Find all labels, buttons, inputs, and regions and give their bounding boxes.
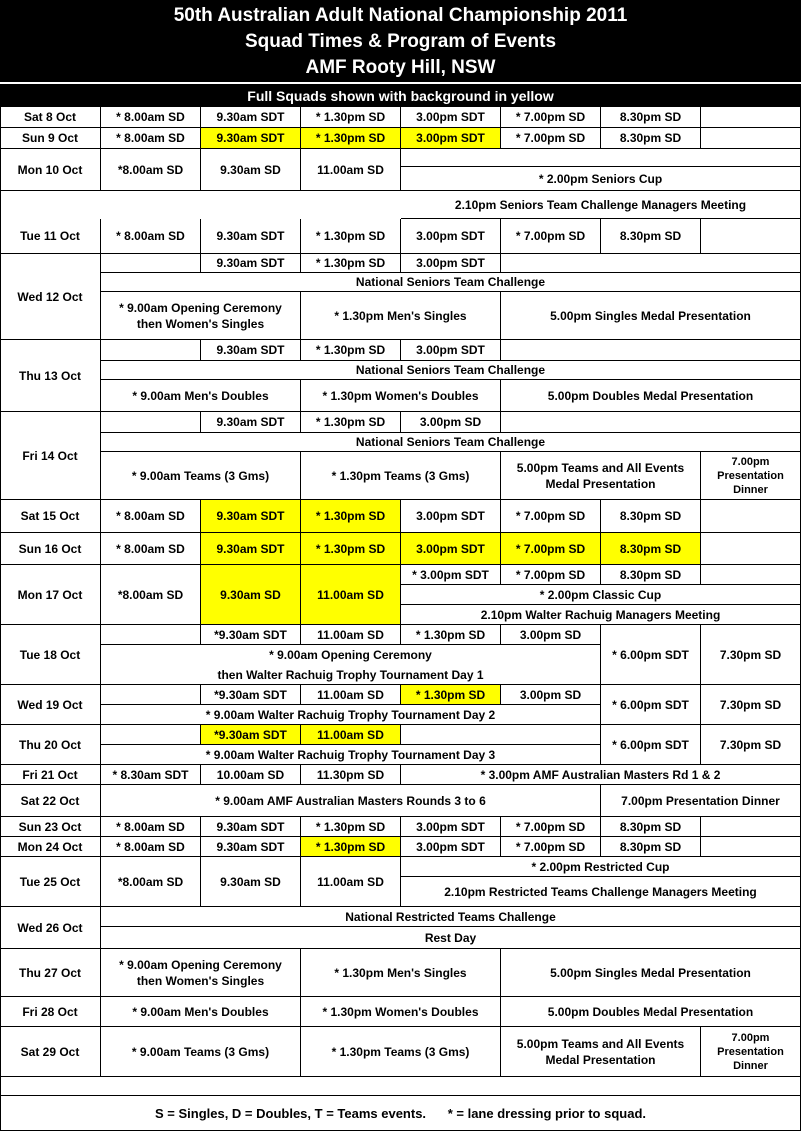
schedule-cell: 5.00pm Doubles Medal Presentation bbox=[501, 380, 801, 412]
schedule-cell: 7.00pm Presentation Dinner bbox=[701, 452, 801, 500]
empty-cell bbox=[101, 412, 201, 433]
schedule-cell: * 1.30pm Men's Singles bbox=[301, 292, 501, 340]
schedule-cell: 5.00pm Teams and All Events Medal Presentation bbox=[501, 1027, 701, 1077]
empty-cell bbox=[101, 625, 201, 645]
schedule-cell: * 1.30pm SD bbox=[301, 837, 401, 857]
schedule-cell: * 1.30pm SD bbox=[301, 412, 401, 433]
schedule-cell: 11.00am SD bbox=[301, 725, 401, 745]
schedule-cell: 3.00pm SDT bbox=[401, 254, 501, 273]
schedule-cell: * 7.00pm SD bbox=[501, 565, 601, 585]
schedule-cell: * 9.00am Walter Rachuig Trophy Tournament Day 2 bbox=[101, 705, 601, 725]
schedule-cell: 3.00pm SDT bbox=[401, 837, 501, 857]
schedule-cell: 2.10pm Seniors Team Challenge Managers Meeting bbox=[401, 191, 801, 219]
schedule-cell: 3.00pm SDT bbox=[401, 500, 501, 533]
schedule-cell: 11.00am SD bbox=[301, 685, 401, 705]
schedule-cell: 3.00pm SDT bbox=[401, 340, 501, 361]
empty-cell bbox=[101, 725, 201, 745]
day-label: Fri 21 Oct bbox=[0, 765, 101, 785]
title-line-3: AMF Rooty Hill, NSW bbox=[305, 57, 496, 78]
schedule-cell: 5.00pm Doubles Medal Presentation bbox=[501, 997, 801, 1027]
schedule-cell: * 9.00am Opening Ceremony then Women's Singles bbox=[101, 949, 301, 997]
schedule-cell: 9.30am SDT bbox=[201, 254, 301, 273]
schedule-cell: * 7.00pm SD bbox=[501, 817, 601, 837]
schedule-cell: 8.30pm SD bbox=[601, 219, 701, 254]
schedule-cell: *8.00am SD bbox=[101, 565, 201, 625]
schedule-cell: * 8.00am SD bbox=[101, 500, 201, 533]
day-label: Mon 10 Oct bbox=[0, 149, 101, 191]
schedule-cell: * 8.00am SD bbox=[101, 128, 201, 149]
schedule-cell: 9.30am SDT bbox=[201, 412, 301, 433]
schedule-cell: 8.30pm SD bbox=[601, 565, 701, 585]
schedule-cell: * 2.00pm Classic Cup bbox=[401, 585, 801, 605]
day-label: Wed 19 Oct bbox=[0, 685, 101, 725]
day-label: Sat 8 Oct bbox=[0, 107, 101, 128]
schedule-cell: * 1.30pm SD bbox=[301, 128, 401, 149]
schedule-cell: 3.00pm SD bbox=[501, 685, 601, 705]
schedule-cell: 11.00am SD bbox=[301, 625, 401, 645]
schedule-cell: 7.30pm SD bbox=[701, 725, 801, 765]
day-label: Mon 24 Oct bbox=[0, 837, 101, 857]
schedule-cell: National Seniors Team Challenge bbox=[101, 273, 801, 292]
day-label: Sat 22 Oct bbox=[0, 785, 101, 817]
schedule-cell: * 8.00am SD bbox=[101, 837, 201, 857]
schedule-cell: * 1.30pm SD bbox=[301, 340, 401, 361]
day-label: Sun 16 Oct bbox=[0, 533, 101, 565]
day-label: Tue 11 Oct bbox=[0, 219, 101, 254]
schedule-cell: 8.30pm SD bbox=[601, 837, 701, 857]
schedule-cell: * 9.00am Men's Doubles bbox=[101, 997, 301, 1027]
empty-cell bbox=[701, 837, 801, 857]
schedule-cell: * 7.00pm SD bbox=[501, 107, 601, 128]
schedule-cell: * 1.30pm Teams (3 Gms) bbox=[301, 1027, 501, 1077]
schedule-cell: * 1.30pm SD bbox=[301, 817, 401, 837]
schedule-cell: * 1.30pm SD bbox=[401, 685, 501, 705]
schedule-cell: * 8.00am SD bbox=[101, 219, 201, 254]
day-label: Wed 26 Oct bbox=[0, 907, 101, 949]
schedule-cell: * 7.00pm SD bbox=[501, 500, 601, 533]
empty-cell bbox=[701, 817, 801, 837]
schedule-cell: 3.00pm SDT bbox=[401, 533, 501, 565]
day-label: Sun 23 Oct bbox=[0, 817, 101, 837]
schedule-cell: 3.00pm SDT bbox=[401, 817, 501, 837]
empty-cell bbox=[0, 1077, 801, 1096]
schedule-cell: * 6.00pm SDT bbox=[601, 725, 701, 765]
schedule-cell: * 7.00pm SD bbox=[501, 837, 601, 857]
schedule-cell: 9.30am SDT bbox=[201, 817, 301, 837]
schedule-cell: * 1.30pm SD bbox=[301, 254, 401, 273]
empty-cell bbox=[701, 533, 801, 565]
schedule-cell: 9.30am SD bbox=[201, 565, 301, 625]
empty-cell bbox=[101, 685, 201, 705]
schedule-cell: 3.00pm SD bbox=[401, 412, 501, 433]
schedule-cell: 8.30pm SD bbox=[601, 500, 701, 533]
schedule-cell: 8.30pm SD bbox=[601, 128, 701, 149]
day-label: Thu 27 Oct bbox=[0, 949, 101, 997]
schedule-cell: 3.00pm SDT bbox=[401, 128, 501, 149]
empty-cell bbox=[501, 340, 801, 361]
empty-cell bbox=[401, 725, 601, 745]
schedule-cell: * 7.00pm SD bbox=[501, 219, 601, 254]
schedule-cell: * 9.00am Teams (3 Gms) bbox=[101, 1027, 301, 1077]
schedule-cell: * 1.30pm Teams (3 Gms) bbox=[301, 452, 501, 500]
footer-legend: S = Singles, D = Doubles, T = Teams events. * = lane dressing prior to squad. bbox=[0, 1096, 801, 1131]
empty-cell bbox=[501, 254, 801, 273]
schedule-cell: National Seniors Team Challenge bbox=[101, 433, 801, 452]
schedule-cell: 5.00pm Teams and All Events Medal Presentation bbox=[501, 452, 701, 500]
schedule-cell: 3.00pm SD bbox=[501, 625, 601, 645]
schedule-cell: National Restricted Teams Challenge bbox=[101, 907, 801, 927]
schedule-cell: 7.30pm SD bbox=[701, 625, 801, 685]
schedule-cell: 9.30am SDT bbox=[201, 533, 301, 565]
schedule-cell: 9.30am SDT bbox=[201, 500, 301, 533]
empty-cell bbox=[701, 565, 801, 585]
schedule-cell: * 8.00am SD bbox=[101, 533, 201, 565]
empty-cell bbox=[101, 340, 201, 361]
empty-cell bbox=[701, 500, 801, 533]
day-label: Tue 18 Oct bbox=[0, 625, 101, 685]
schedule-cell: * 9.00am Teams (3 Gms) bbox=[101, 452, 301, 500]
schedule-cell: * 1.30pm Women's Doubles bbox=[301, 997, 501, 1027]
title-line-1: 50th Australian Adult National Championship 2011 bbox=[173, 5, 628, 26]
schedule-cell: * 1.30pm Women's Doubles bbox=[301, 380, 501, 412]
schedule-cell: *9.30am SDT bbox=[201, 725, 301, 745]
schedule-cell: 3.00pm SDT bbox=[401, 107, 501, 128]
schedule-cell: 11.00am SD bbox=[301, 149, 401, 191]
schedule-cell: * 1.30pm SD bbox=[301, 107, 401, 128]
schedule-cell: 9.30am SD bbox=[201, 857, 301, 907]
schedule-cell: 9.30am SD bbox=[201, 149, 301, 191]
schedule-cell: * 9.00am Opening Ceremony then Women's Singles bbox=[101, 292, 301, 340]
schedule-cell: * 7.00pm SD bbox=[501, 128, 601, 149]
schedule-cell: 2.10pm Restricted Teams Challenge Managers Meeting bbox=[401, 877, 801, 907]
schedule-cell: 7.00pm Presentation Dinner bbox=[601, 785, 801, 817]
schedule-cell: *8.00am SD bbox=[101, 149, 201, 191]
schedule-cell: then Walter Rachuig Trophy Tournament Day 1 bbox=[101, 665, 601, 685]
day-label: Sun 9 Oct bbox=[0, 128, 101, 149]
schedule-cell: * 8.00am SD bbox=[101, 107, 201, 128]
day-label: Tue 25 Oct bbox=[0, 857, 101, 907]
schedule-cell: Rest Day bbox=[101, 927, 801, 949]
schedule-cell: * 1.30pm SD bbox=[401, 625, 501, 645]
schedule-cell: * 8.00am SD bbox=[101, 817, 201, 837]
schedule-cell: * 2.00pm Restricted Cup bbox=[401, 857, 801, 877]
grid-left-border bbox=[0, 107, 1, 1096]
schedule-cell: * 9.00am Opening Ceremony bbox=[101, 645, 601, 665]
day-label: Wed 12 Oct bbox=[0, 254, 101, 340]
schedule-cell: 9.30am SDT bbox=[201, 107, 301, 128]
schedule-cell: * 8.30am SDT bbox=[101, 765, 201, 785]
schedule-cell: * 1.30pm SD bbox=[301, 219, 401, 254]
schedule-cell: * 2.00pm Seniors Cup bbox=[401, 167, 801, 191]
schedule-cell: * 9.00am Men's Doubles bbox=[101, 380, 301, 412]
empty-cell bbox=[501, 412, 801, 433]
title-line-2: Squad Times & Program of Events bbox=[244, 31, 557, 52]
day-label: Thu 20 Oct bbox=[0, 725, 101, 765]
schedule-cell: 7.30pm SD bbox=[701, 685, 801, 725]
day-label: Sat 29 Oct bbox=[0, 1027, 101, 1077]
schedule-cell: National Seniors Team Challenge bbox=[101, 361, 801, 380]
schedule-cell: 3.00pm SDT bbox=[401, 219, 501, 254]
schedule-cell: * 9.00am AMF Australian Masters Rounds 3 to 6 bbox=[101, 785, 601, 817]
schedule-cell: 10.00am SD bbox=[201, 765, 301, 785]
empty-cell bbox=[701, 128, 801, 149]
schedule-cell: 9.30am SDT bbox=[201, 219, 301, 254]
schedule-cell: * 3.00pm AMF Australian Masters Rd 1 & 2 bbox=[401, 765, 801, 785]
empty-cell bbox=[701, 107, 801, 128]
schedule-cell: * 3.00pm SDT bbox=[401, 565, 501, 585]
schedule-cell: * 6.00pm SDT bbox=[601, 625, 701, 685]
schedule-cell: 2.10pm Walter Rachuig Managers Meeting bbox=[401, 605, 801, 625]
schedule-cell: 8.30pm SD bbox=[601, 533, 701, 565]
legend-banner: Full Squads shown with background in yellow bbox=[0, 82, 801, 107]
schedule-cell: 5.00pm Singles Medal Presentation bbox=[501, 292, 801, 340]
schedule-cell: *8.00am SD bbox=[101, 857, 201, 907]
schedule-cell: 9.30am SDT bbox=[201, 837, 301, 857]
schedule-cell: 11.30pm SD bbox=[301, 765, 401, 785]
day-label: Sat 15 Oct bbox=[0, 500, 101, 533]
schedule-cell: *9.30am SDT bbox=[201, 685, 301, 705]
day-label: Thu 13 Oct bbox=[0, 340, 101, 412]
schedule-cell: * 1.30pm SD bbox=[301, 533, 401, 565]
day-label: Mon 17 Oct bbox=[0, 565, 101, 625]
empty-cell bbox=[401, 149, 801, 167]
schedule-cell: 8.30pm SD bbox=[601, 817, 701, 837]
schedule-cell: * 1.30pm Men's Singles bbox=[301, 949, 501, 997]
day-label: Fri 28 Oct bbox=[0, 997, 101, 1027]
schedule-cell: 8.30pm SD bbox=[601, 107, 701, 128]
empty-cell bbox=[101, 254, 201, 273]
schedule-cell: * 7.00pm SD bbox=[501, 533, 601, 565]
schedule-cell: 7.00pm Presentation Dinner bbox=[701, 1027, 801, 1077]
schedule-cell: * 9.00am Walter Rachuig Trophy Tournament Day 3 bbox=[101, 745, 601, 765]
schedule-cell: * 1.30pm SD bbox=[301, 500, 401, 533]
empty-cell bbox=[701, 219, 801, 254]
schedule-cell: 11.00am SD bbox=[301, 565, 401, 625]
schedule-cell: *9.30am SDT bbox=[201, 625, 301, 645]
schedule-cell: * 6.00pm SDT bbox=[601, 685, 701, 725]
schedule-cell: 9.30am SDT bbox=[201, 128, 301, 149]
schedule-cell: 11.00am SD bbox=[301, 857, 401, 907]
schedule-cell: 5.00pm Singles Medal Presentation bbox=[501, 949, 801, 997]
schedule-cell: 9.30am SDT bbox=[201, 340, 301, 361]
day-label: Fri 14 Oct bbox=[0, 412, 101, 500]
